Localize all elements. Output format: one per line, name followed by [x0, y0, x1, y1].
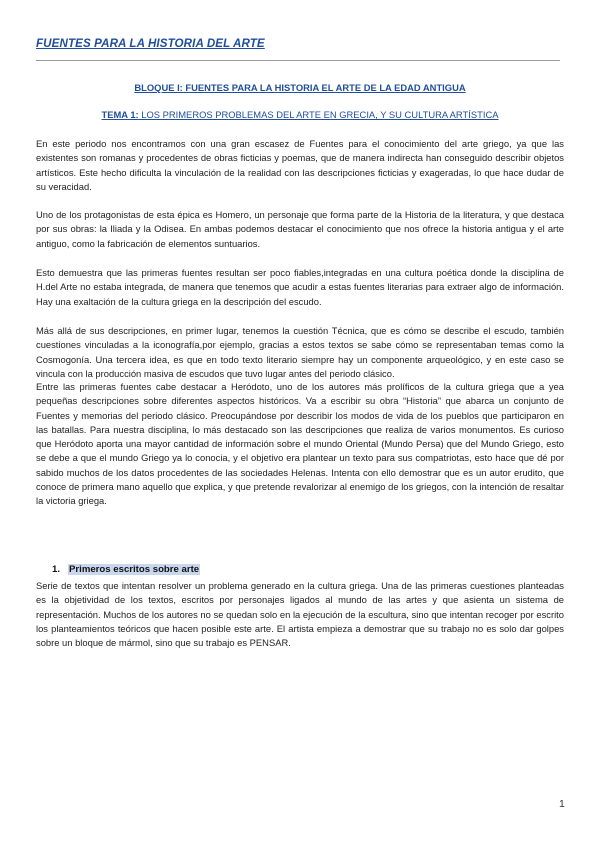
paragraph: Entre las primeras fuentes cabe destacar a Heródoto, uno de los autores más prolíficos de la cultura griega que a yea pequeñas descripciones sobre diferentes aspectos históricos. Va a escribir su obra “Historia” que abarca un conjunto de Fuentes y memorias del periodo clásico. Preocupándose por describir los modos de vida de los pueblos que participaron en las batallas. Para nuestra disciplina, lo más destacado son las descripciones que realiza de varios monumentos. Es curioso que Heródoto aporta una mayor cantidad de información sobre el mundo Oriental (Mundo Persa) que del Mundo Griego, esto se debe a que el mundo Griego ya lo conocia, y el objetivo era plantear un texto para sus compatriotas, esto hace que dé por sabido muchos de los datos procedentes de las sociedades Helenas. Intenta con ello demostrar que es un autor erudito, que conoce de primera mano aquello que explica, y que pretende revalorizar al enemigo de los griegos, con la intención de resaltar la victoria griega. — [36, 381, 564, 507]
section-heading — [52, 564, 200, 575]
paragraph: Serie de textos que intentan resolver un problema generado en la cultura griega. Una de las primeras cuestiones planteadas es la objetividad de los textos, escritos por personajes ligados al mundo de las artes y que asienta un sistema de representación. Muchos de los autores no se quedan solo en la ejecución de la escultura, sino que intentan recoger por escrito los planteamientos teóricos que hacen posible este arte. El artista empieza a demostrar que su trabajo no es solo dar golpes sobre un bloque de mármol, sino que su trabajo es PENSAR. — [36, 580, 564, 649]
tema-label: TEMA 1: — [101, 109, 139, 120]
header-divider — [36, 60, 560, 61]
paragraph-descripciones — [36, 324, 564, 381]
paragraph: Más allá de sus descripciones, en primer lugar, tenemos la cuestión Técnica, que es cómo se describe el escudo, también cuestiones vinculadas a la iconografía,por ejemplo, gracias a estos textos se sabe cómo se representaban temas como la Cosmogonía. Una tercera idea, es que en todo texto literario siempre hay un componente arqueológico, y en este caso se vincula con la producción masiva de escudos que tuvo lugar antes del periodo clásico. — [36, 325, 564, 379]
paragraph: Esto demuestra que las primeras fuentes resultan ser poco fiables,integradas en una cultura poética donde la disciplina de H.del Arte no estaba integrada, de manera que tenemos que acudir a estas fuentes literarias para extraer algo de información. Hay una exaltación de la cultura griega en la descripción del escudo. — [36, 267, 564, 307]
section-title: Primeros escritos sobre arte — [69, 564, 200, 575]
paragraph-primeros-escritos — [36, 579, 564, 650]
page-number: 1 — [559, 798, 565, 810]
paragraph-homero — [36, 208, 564, 251]
tema-title — [36, 109, 564, 120]
paragraph-intro — [36, 137, 564, 194]
tema-text: LOS PRIMEROS PROBLEMAS DEL ARTE EN GRECIA, Y SU CULTURA ARTÍSTICA — [138, 109, 499, 120]
paragraph-fuentes — [36, 266, 564, 309]
section-number: 1. — [52, 564, 61, 575]
paragraph: Uno de los protagonistas de esta épica es Homero, un personaje que forma parte de la Historia de la literatura, y que destaca por sus obras: la Iliada y la Odisea. En ambas podemos destacar el conocimiento que nos ofrece la historia antigua y el arte antiguo, como la fabricación de elementos suntuarios. — [36, 209, 564, 249]
document-header-title: FUENTES PARA LA HISTORIA DEL ARTE — [36, 37, 265, 50]
paragraph: En este periodo nos encontramos con una gran escasez de Fuentes para el conocimiento del arte griego, ya que las existentes son romanas y procedentes de obras ficticias y poemas, que de manera indirecta han conseguido describir objetos artísticos. Este hecho dificulta la vinculación de la realidad con las descripciones ficticias y exageradas, lo que hace dudar de su veracidad. — [36, 138, 564, 192]
paragraph-herodoto — [36, 380, 564, 509]
bloque-title: BLOQUE I: FUENTES PARA LA HISTORIA EL ARTE DE LA EDAD ANTIGUA — [134, 82, 466, 93]
